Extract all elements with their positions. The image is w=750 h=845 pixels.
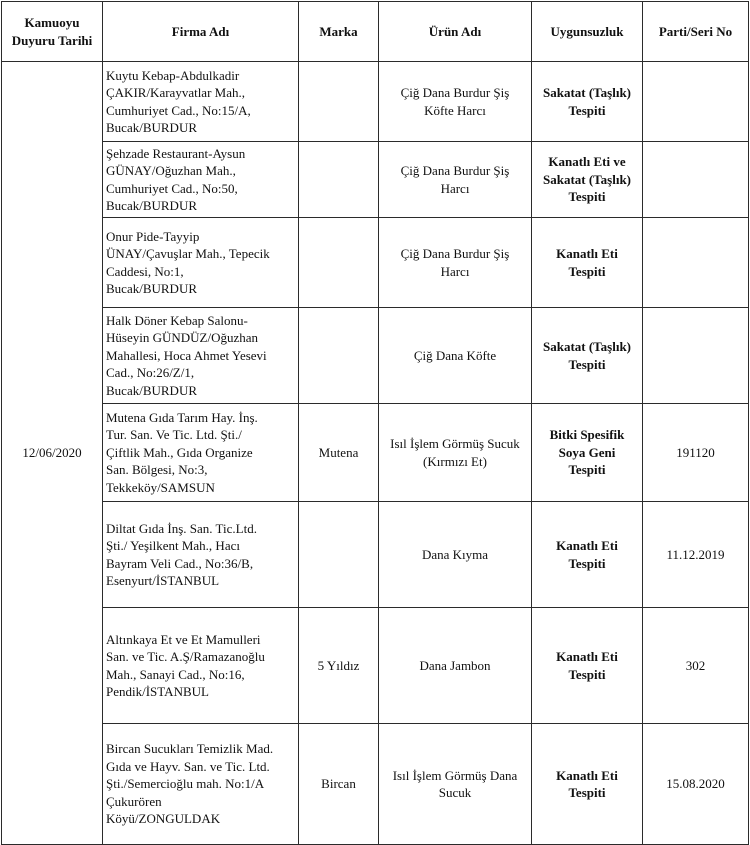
- nonconformity-line: Kanatlı Eti ve: [548, 154, 626, 170]
- nonconformity-cell: [532, 404, 643, 502]
- firm-line: Hüseyin GÜNDÜZ/Oğuzhan: [106, 330, 259, 346]
- firm-line: Caddesi, No:1,: [106, 263, 184, 279]
- nonconformity-cell: [532, 142, 643, 218]
- product-cell: [379, 308, 532, 404]
- nonconformity-cell: [532, 724, 643, 845]
- header-nonconformity: Uygunsuzluk: [532, 2, 643, 62]
- announcement-date: 12/06/2020: [2, 62, 103, 845]
- brand-cell: 5 Yıldız: [299, 608, 379, 724]
- header-date: [2, 2, 103, 62]
- product-cell: [379, 608, 532, 724]
- header-firm: Firma Adı: [103, 2, 299, 62]
- product-line: Çiğ Dana Köfte: [413, 347, 497, 363]
- nonconformity-line: Tespiti: [568, 263, 606, 279]
- brand-cell: [299, 502, 379, 608]
- table-body: [2, 62, 749, 845]
- product-cell: [379, 502, 532, 608]
- firm-line: Gıda ve Hayv. San. ve Tic. Ltd.: [106, 758, 270, 774]
- nonconformity-cell: [532, 502, 643, 608]
- firm-line: ÇAKIR/Karayvatlar Mah.,: [106, 85, 245, 100]
- firm-line: Şti./Semercioğlu mah. No:1/A: [106, 776, 265, 792]
- firm-line: Cumhuriyet Cad., No:15/A,: [106, 102, 251, 118]
- nonconformity-line: Tespiti: [568, 785, 606, 800]
- firm-line: Bircan Sucukları Temizlik Mad.: [106, 741, 274, 757]
- product-line: Isıl İşlem Görmüş Sucuk: [390, 436, 520, 451]
- brand-cell: Bircan: [299, 724, 379, 845]
- nonconformity-cell: [532, 608, 643, 724]
- firm-line: Diltat Gıda İnş. San. Tic.Ltd.: [106, 520, 257, 536]
- nonconformity-line: Soya Geni: [558, 444, 616, 460]
- firm-line: ÜNAY/Çavuşlar Mah., Tepecik: [106, 246, 270, 261]
- nonconformity-line: Tespiti: [568, 102, 606, 118]
- brand-cell: [299, 62, 379, 142]
- firm-line: Mahallesi, Hoca Ahmet Yesevi: [106, 347, 267, 363]
- nonconformity-line: Sakatat (Taşlık): [542, 339, 632, 354]
- firm-cell: [103, 724, 299, 845]
- table-row: [2, 404, 749, 502]
- brand-cell: Mutena: [299, 404, 379, 502]
- table-row: [2, 608, 749, 724]
- firm-line: Bucak/BURDUR: [106, 382, 197, 398]
- firm-line: Pendik/İSTANBUL: [106, 684, 209, 699]
- firm-line: Köyü/ZONGULDAK: [106, 811, 221, 827]
- firm-line: Şti./ Yeşilkent Mah., Hacı: [106, 538, 240, 553]
- firm-line: Çukurören: [106, 793, 162, 809]
- nonconformity-line: Tespiti: [568, 189, 606, 205]
- nonconformity-line: Kanatlı Eti: [556, 649, 618, 664]
- batch-cell: 11.12.2019: [643, 502, 749, 608]
- table-row: [2, 62, 749, 142]
- firm-line: San. ve Tic. A.Ş/Ramazanoğlu: [106, 649, 265, 664]
- firm-line: San. Bölgesi, No:3,: [106, 462, 208, 478]
- batch-cell: [643, 218, 749, 308]
- nonconformity-line: Tespiti: [568, 462, 606, 478]
- batch-cell: [643, 142, 749, 218]
- nonconformity-line: Kanatlı Eti: [556, 538, 618, 553]
- firm-cell: [103, 608, 299, 724]
- product-line: Isıl İşlem Görmüş Dana: [392, 767, 518, 783]
- firm-line: Cad., No:26/Z/1,: [106, 365, 195, 381]
- firm-line: Halk Döner Kebap Salonu-: [106, 312, 248, 328]
- nonconformity-line: Tespiti: [568, 555, 606, 571]
- product-cell: [379, 218, 532, 308]
- product-line: Çiğ Dana Burdur Şiş: [400, 85, 510, 100]
- product-line: Köfte Harcı: [424, 102, 486, 118]
- firm-cell: [103, 308, 299, 404]
- nonconformity-line: Kanatlı Eti: [556, 767, 618, 783]
- batch-cell: [643, 308, 749, 404]
- table-row: [2, 142, 749, 218]
- nonconformity-line: Kanatlı Eti: [556, 246, 618, 261]
- firm-cell: [103, 62, 299, 142]
- header-date-line2: Duyuru Tarihi: [11, 32, 93, 48]
- nonconformity-line: Tespiti: [568, 666, 606, 682]
- product-cell: [379, 404, 532, 502]
- firm-line: Tur. San. Ve Tic. Ltd. Şti./: [106, 427, 242, 443]
- nonconformity-cell: [532, 62, 643, 142]
- product-line: Sucuk: [438, 785, 472, 800]
- table-row: [2, 724, 749, 845]
- firm-cell: [103, 404, 299, 502]
- product-line: Çiğ Dana Burdur Şiş: [400, 163, 510, 178]
- product-line: Dana Kıyma: [421, 546, 489, 562]
- nonconformity-cell: [532, 218, 643, 308]
- product-line: Harcı: [440, 180, 470, 196]
- header-date-line1: Kamuoyu: [24, 15, 80, 30]
- batch-cell: 302: [643, 608, 749, 724]
- firm-line: Şehzade Restaurant-Aysun: [106, 145, 246, 161]
- product-line: Harcı: [440, 263, 470, 279]
- table-row: [2, 308, 749, 404]
- header-product: Ürün Adı: [379, 2, 532, 62]
- table-row: [2, 502, 749, 608]
- product-line: (Kırmızı Et): [423, 453, 487, 469]
- firm-line: Cumhuriyet Cad., No:50,: [106, 180, 238, 196]
- firm-line: Bayram Veli Cad., No:36/B,: [106, 555, 254, 571]
- firm-line: Mutena Gıda Tarım Hay. İnş.: [106, 409, 258, 425]
- firm-line: Onur Pide-Tayyip: [106, 228, 200, 244]
- brand-cell: [299, 308, 379, 404]
- header-batch: Parti/Seri No: [643, 2, 749, 62]
- nonconformity-line: Tespiti: [568, 356, 606, 372]
- table-row: [2, 218, 749, 308]
- firm-line: Tekkeköy/SAMSUN: [106, 479, 215, 495]
- firm-cell: [103, 142, 299, 218]
- nonconformity-line: Sakatat (Taşlık): [542, 85, 632, 100]
- firm-line: Altınkaya Et ve Et Mamulleri: [106, 631, 261, 647]
- firm-line: Bucak/BURDUR: [106, 281, 197, 296]
- firm-line: Bucak/BURDUR: [106, 198, 197, 213]
- product-line: Çiğ Dana Burdur Şiş: [400, 246, 510, 261]
- batch-cell: 191120: [643, 404, 749, 502]
- brand-cell: [299, 142, 379, 218]
- firm-line: Bucak/BURDUR: [106, 120, 197, 135]
- recall-table: [1, 1, 749, 845]
- nonconformity-cell: [532, 308, 643, 404]
- firm-line: Esenyurt/İSTANBUL: [106, 573, 220, 588]
- nonconformity-line: Bitki Spesifik: [549, 427, 625, 443]
- product-cell: [379, 142, 532, 218]
- firm-cell: [103, 502, 299, 608]
- product-cell: [379, 724, 532, 845]
- batch-cell: [643, 62, 749, 142]
- firm-line: GÜNAY/Oğuzhan Mah.,: [106, 163, 236, 178]
- firm-line: Mah., Sanayi Cad., No:16,: [106, 666, 245, 682]
- product-line: Dana Jambon: [419, 657, 491, 673]
- brand-cell: [299, 218, 379, 308]
- nonconformity-line: Sakatat (Taşlık): [542, 171, 632, 187]
- firm-line: Kuytu Kebap-Abdulkadir: [106, 67, 240, 83]
- batch-cell: 15.08.2020: [643, 724, 749, 845]
- header-brand: Marka: [299, 2, 379, 62]
- header-row: [2, 2, 749, 62]
- firm-cell: [103, 218, 299, 308]
- firm-line: Çiftlik Mah., Gıda Organize: [106, 444, 253, 460]
- product-cell: [379, 62, 532, 142]
